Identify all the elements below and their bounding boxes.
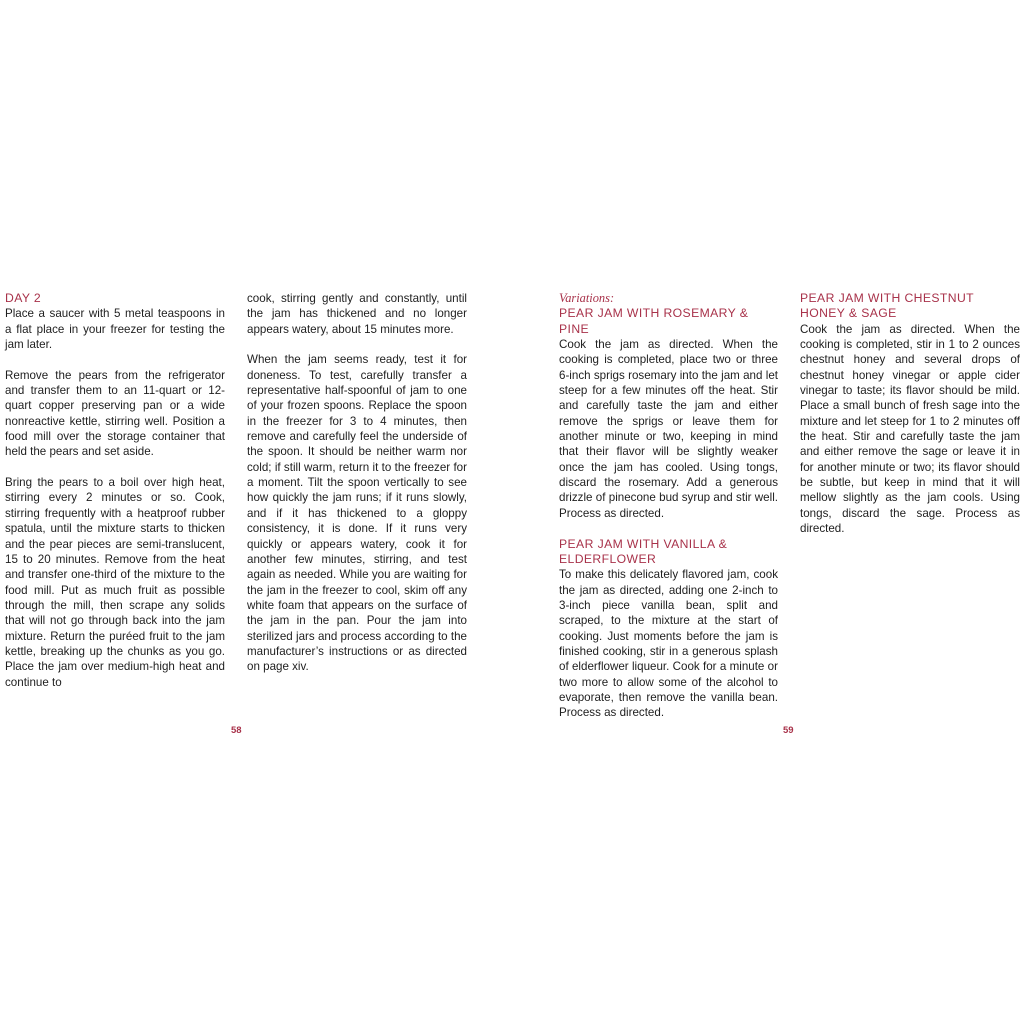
variation-title: PEAR JAM WITH CHESTNUT HONEY & SAGE — [800, 291, 974, 321]
paragraph: Remove the pears from the refrigerator and transfer them to an 11-quart or 12-quart copper preserving pan or a wide nonreactive kettle, stirring well. Position a food mill over the storage container that held the pears and set aside. — [5, 368, 225, 459]
paragraph: When the jam seems ready, test it for doneness. To test, carefully transfer a representative half-spoonful of jam to one of your frozen spoons. Replace the spoon in the freezer for 3 to 4 minutes, then remove and carefully feel the underside of the spoon. It should be neither warm nor cold; if still warm, return it to the freezer for a moment. Tilt the spoon vertically to see how quickly the jam runs; if it runs slowly, and if it has thickened to a gloppy consistency, it is done. If it runs very quickly or appears watery, cook it for another few minutes, stirring, and test again as needed. While you are waiting for the jam in the freezer to cool, skim off any white foam that appears on the surface of the jam in the pan. Pour the jam into sterilized jars and process according to the manufacturer’s instructions or as directed on page xiv. — [247, 353, 467, 674]
variations-label: Variations: — [559, 291, 615, 305]
variation-text: Cook the jam as directed. When the cooking is completed, place two or three 6-inch sprigs rosemary into the jam and let steep for a few minutes off the heat. Stir and carefully taste the jam and either remove the sprigs or leave them for another minute or two, keeping in mind that their flavor will be slightly weaker once the jam has cooled. Using tongs, discard the rosemary. Add a generous drizzle of pinecone bud syrup and stir well. Process as directed. — [559, 338, 778, 520]
left-page-column-2 — [247, 291, 467, 690]
right-page-column-1 — [559, 291, 778, 736]
paragraph: cook, stirring gently and constantly, until the jam has thickened and no longer appears watery, about 15 minutes more. — [247, 292, 467, 336]
page-number-left: 58 — [231, 725, 242, 736]
paragraph: Bring the pears to a boil over high heat, stirring every 2 minutes or so. Cook, stirring frequently with a heatproof rubber spatula, until the mixture starts to thicken and the pear pieces are semi-translucent, 15 to 20 minutes. Remove from the heat and transfer one-third of the mixture to the food mill. Put as much fruit as possible through the mill, then scrape any solids that will not go through back into the jam mixture. Return the puréed fruit to the jam kettle, breaking up the chunks as you go. Place the jam over medium-high heat and continue to — [5, 476, 225, 689]
paragraph: Place a saucer with 5 metal teaspoons in a flat place in your freezer for testing the jam later. — [5, 307, 225, 352]
variation-title: PEAR JAM WITH VANILLA & ELDERFLOWER — [559, 536, 728, 566]
left-page-column-1 — [5, 291, 225, 705]
variation-text: Cook the jam as directed. When the cooking is completed, stir in 1 to 2 ounces chestnut honey and several drops of chestnut honey vinegar or apple cider vinegar to taste; its flavor should be mild. Place a small bunch of fresh sage into the mixture and let steep for 1 to 2 minutes off the heat. Stir and carefully taste the jam and either remove the sage or leave it in for another minute or two; its flavor should be subtle, but keep in mind that it will mellow slightly as the jam cools. Using tongs, discard the sage. Process as directed. — [800, 322, 1020, 536]
day-heading: DAY 2 — [5, 291, 42, 305]
page-number-right: 59 — [783, 725, 794, 736]
variation-text: To make this delicately flavored jam, cook the jam as directed, adding one 2-inch to 3-inch piece vanilla bean, split and scraped, to the mixture at the start of cooking. Just moments before the jam is finished cooking, stir in a generous splash of elderflower liqueur. Cook for a minute or two more to allow some of the alcohol to evaporate, then remove the vanilla bean. Process as directed. — [559, 568, 778, 720]
right-page-column-2 — [800, 291, 1020, 552]
variation-title: PEAR JAM WITH ROSEMARY & PINE — [559, 306, 749, 336]
